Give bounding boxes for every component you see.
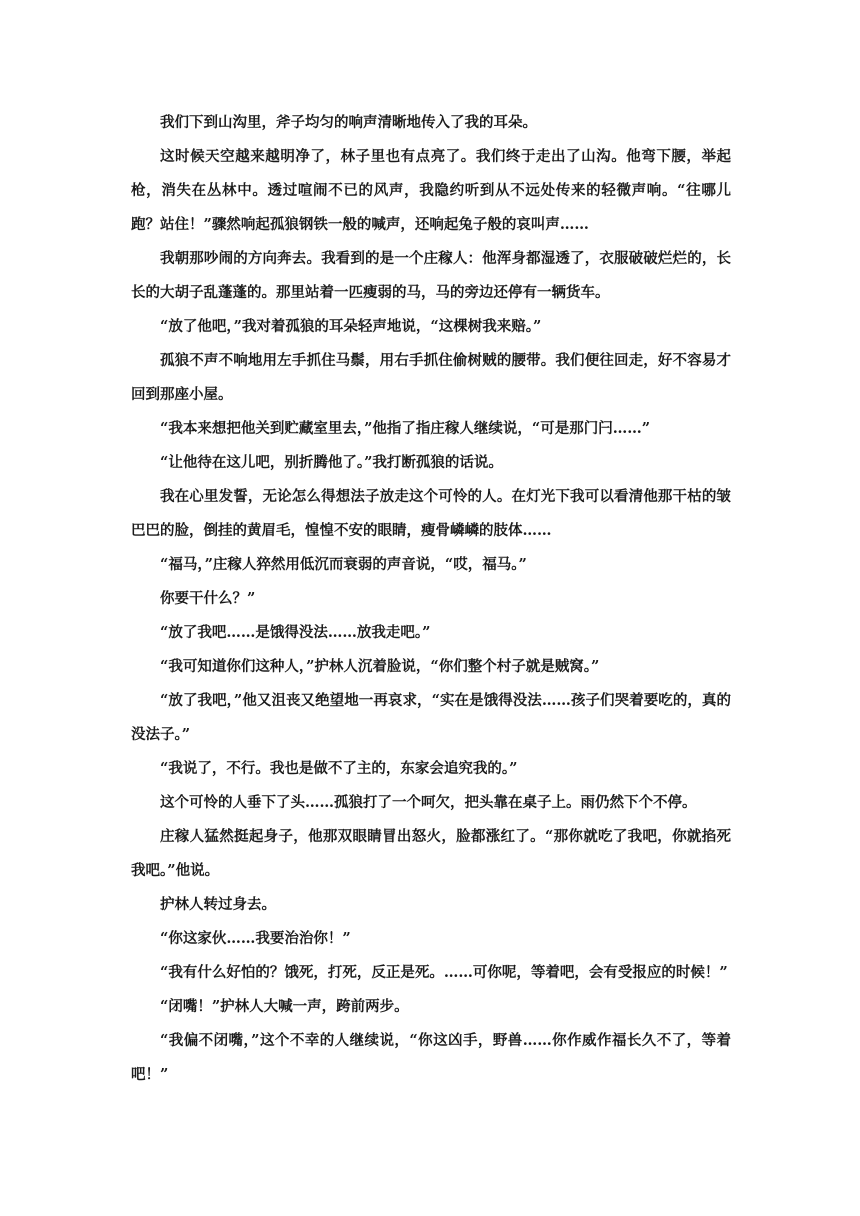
paragraph-10: 你要干什么？” [160, 590, 256, 607]
paragraph-3: 我朝那吵闹的方向奔去。我看到的是一个庄稼人：他浑身都湿透了，衣服破破烂烂的，长长的大胡子乱蓬蓬的。那里站着一匹瘦弱的马，马的旁边还停有一辆货车。 [131, 250, 731, 301]
paragraph-21: “我偏不闭嘴，”这个不幸的人继续说，“你这凶手，野兽……你作威作福长久不了，等着吧！” [131, 1032, 731, 1083]
paragraph-20: “闭嘴！”护林人大喊一声，跨前两步。 [160, 998, 409, 1015]
paragraph-9: “福马，”庄稼人猝然用低沉而衰弱的声音说，“哎，福马。” [160, 556, 527, 573]
paragraph-18: “你这家伙……我要治治你！” [160, 930, 351, 947]
paragraph-15: 这个可怜的人垂下了头……孤狼打了一个呵欠，把头靠在桌子上。雨仍然下个不停。 [160, 794, 697, 811]
story-text [131, 106, 731, 1092]
paragraph-2: 这时候天空越来越明净了，林子里也有点亮了。我们终于走出了山沟。他弯下腰，举起枪，消失在丛林中。透过喧闹不已的风声，我隐约听到从不远处传来的轻微声响。“往哪儿跑？站住！”骤然响起孤狼钢铁一般的喊声，还响起兔子般的哀叫声…… [131, 148, 731, 233]
paragraph-14: “我说了，不行。我也是做不了主的，东家会追究我的。” [160, 760, 518, 777]
paragraph-19: “我有什么好怕的？饿死，打死，反正是死。……可你呢，等着吧，会有受报应的时候！” [160, 964, 728, 981]
paragraph-16: 庄稼人猛然挺起身子，他那双眼睛冒出怒火，脸都涨红了。“那你就吃了我吧，你就掐死我吧。”他说。 [131, 828, 731, 879]
paragraph-5: 孤狼不声不响地用左手抓住马鬃，用右手抓住偷树贼的腰带。我们便往回走，好不容易才回到那座小屋。 [131, 352, 731, 403]
paragraph-17: 护林人转过身去。 [160, 896, 276, 913]
paragraph-13: “放了我吧，”他又沮丧又绝望地一再哀求，“实在是饿得没法……孩子们哭着要吃的，真的没法子。” [131, 692, 731, 743]
paragraph-1: 我们下到山沟里，斧子均匀的响声清晰地传入了我的耳朵。 [160, 114, 537, 131]
paragraph-7: “让他待在这儿吧，别折腾他了。”我打断孤狼的话说。 [160, 454, 503, 471]
paragraph-6: “我本来想把他关到贮藏室里去，”他指了指庄稼人继续说，“可是那门闩……” [160, 420, 651, 437]
paragraph-4: “放了他吧，”我对着孤狼的耳朵轻声地说，“这棵树我来赔。” [160, 318, 542, 335]
paragraph-8: 我在心里发誓，无论怎么得想法子放走这个可怜的人。在灯光下我可以看清他那干枯的皱巴巴的脸，倒挂的黄眉毛，惶惶不安的眼睛，瘦骨嶙嶙的肢体…… [131, 488, 731, 539]
paragraph-12: “我可知道你们这种人，”护林人沉着脸说，“你们整个村子就是贼窝。” [160, 658, 600, 675]
paragraph-11: “放了我吧……是饿得没法……放我走吧。” [160, 624, 431, 641]
